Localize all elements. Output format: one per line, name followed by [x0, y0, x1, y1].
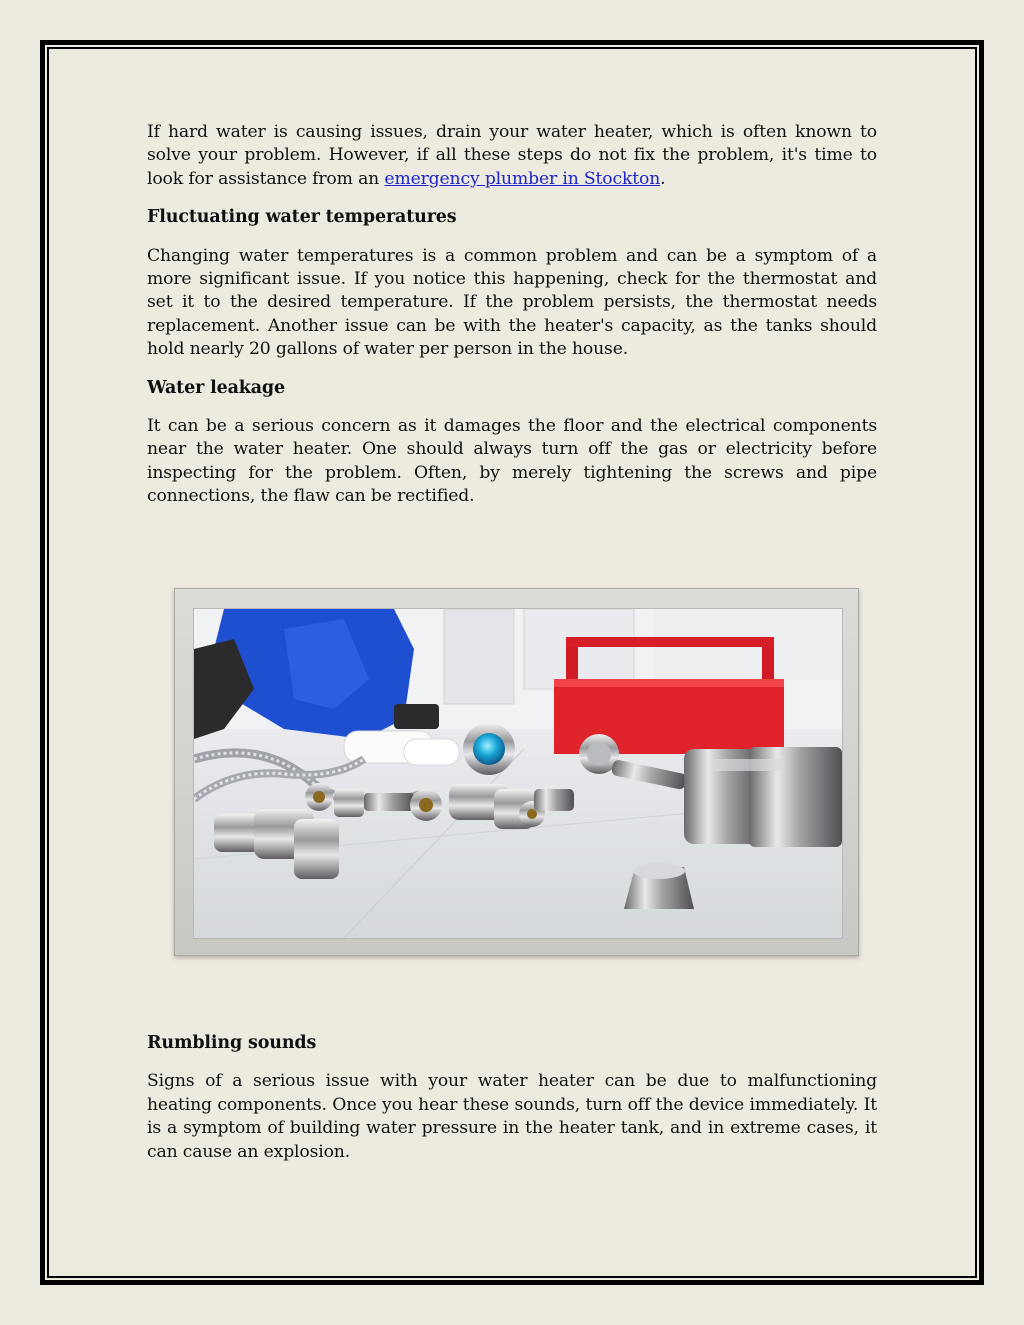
section-heading-rumbling: Rumbling sounds [147, 1033, 317, 1053]
section-body-fluctuating: Changing water temperatures is a common problem and can be a symptom of a more significant issue. If you notice this happening, check for the thermostat and set it to the desired temperature. If the problem persists, the thermostat needs replacement. Another issue can be with the heater's capacity, as the tanks should hold nearly 20 gallons of water per person in the house. [147, 245, 877, 360]
section-heading-fluctuating: Fluctuating water temperatures [147, 207, 457, 228]
plumbing-photo-frame [174, 588, 859, 956]
plumbing-parts-photo [193, 608, 843, 939]
intro-paragraph [147, 121, 877, 191]
article-bottom [147, 1032, 877, 1164]
intro-period: . [660, 168, 666, 189]
article-top [147, 121, 877, 509]
plumbing-parts-illustration [194, 609, 842, 938]
intro-text: If hard water is causing issues, drain your water heater, which is often known to solve your problem. However, if all these steps do not fix the problem, it's time to look for assistance from an [147, 122, 877, 189]
section-heading-leakage: Water leakage [147, 377, 286, 398]
section-body-leakage: It can be a serious concern as it damages the floor and the electrical components near the water heater. One should always turn off the gas or electricity before inspecting for the problem. Often, by merely tightening the screws and pipe connections, the flaw can be rectified. [147, 416, 877, 507]
section-body-rumbling: Signs of a serious issue with your water heater can be due to malfunctioning heating components. Once you hear these sounds, turn off the device immediately. It is a symptom of building water pressure in the heater tank, and in extreme cases, it can cause an explosion. [147, 1071, 877, 1162]
emergency-plumber-link[interactable]: emergency plumber in Stockton [384, 168, 661, 189]
